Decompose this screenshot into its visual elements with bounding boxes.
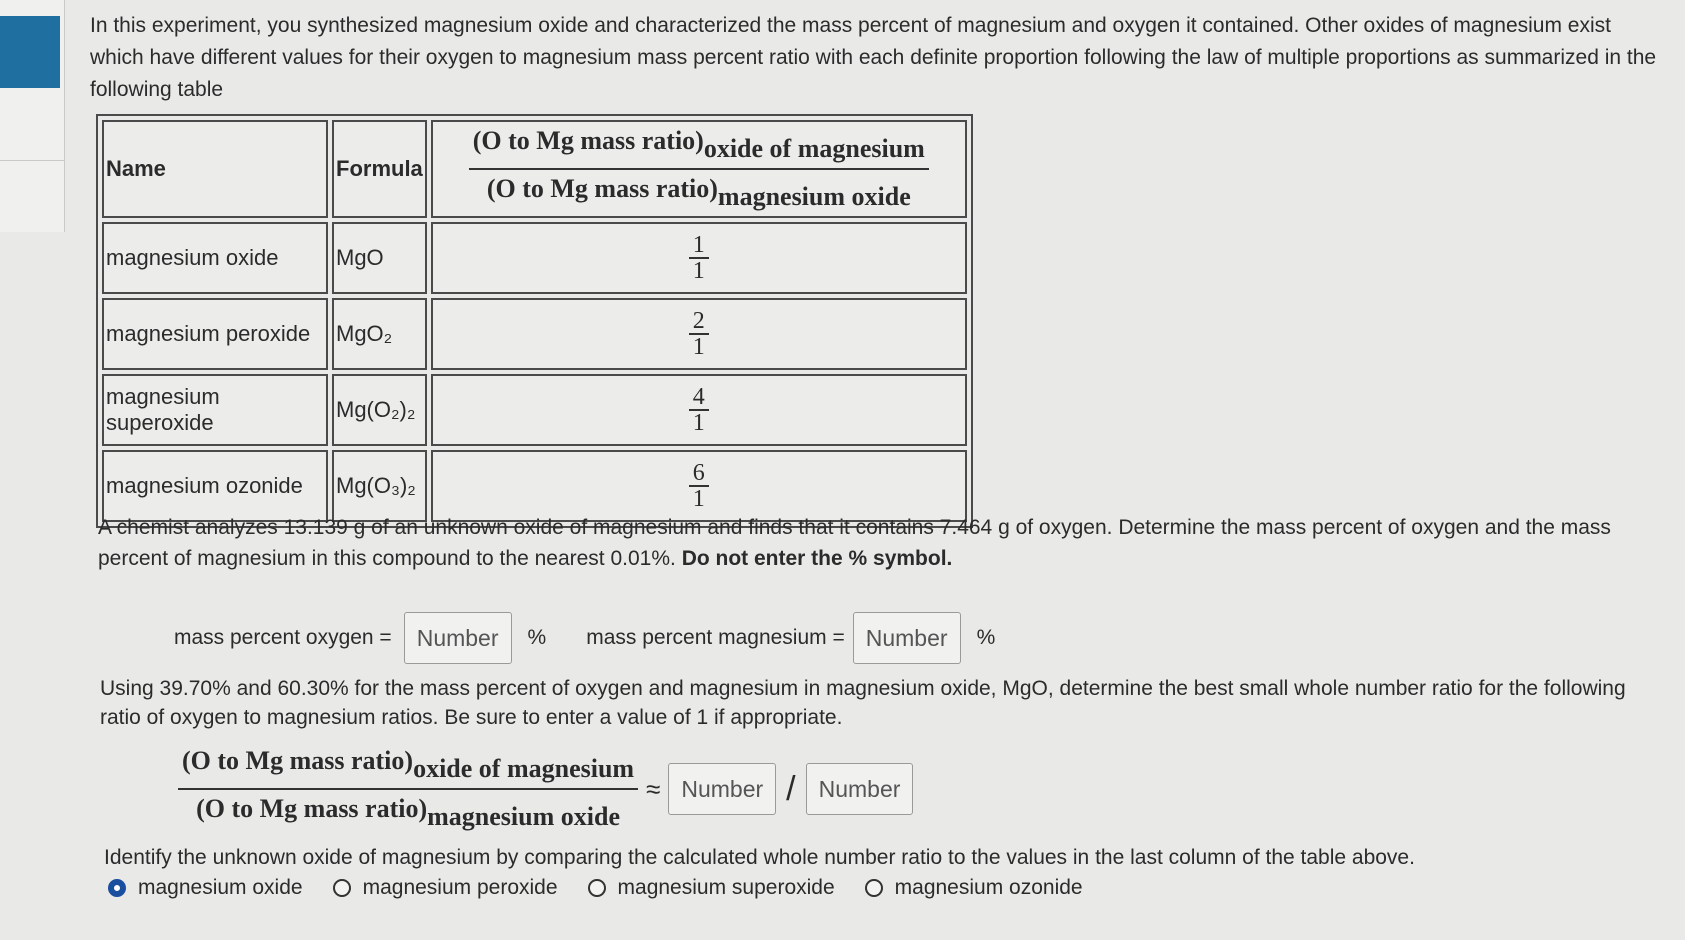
cell-formula: Mg(O₂)₂	[332, 374, 427, 446]
cell-name: magnesium peroxide	[102, 298, 328, 370]
radio-icon[interactable]	[865, 879, 883, 897]
option-magnesium-ozonide[interactable]: magnesium ozonide	[865, 876, 1083, 900]
question2-text: Using 39.70% and 60.30% for the mass percent of oxygen and magnesium in magnesium oxide, MgO, determine the best small whole number ratio for the following ratio of oxygen to magnesium ratios. Be sure to enter a value of 1 if appropriate.	[100, 677, 1626, 729]
cell-ratio: $\frac{1}{1}$	[431, 222, 967, 294]
cell-formula: MgO	[332, 222, 427, 294]
cell-ratio: $\frac{4}{1}$	[431, 374, 967, 446]
cell-name: magnesium superoxide	[102, 374, 328, 446]
ratio-numerator-input[interactable]: Number	[668, 763, 776, 815]
table-row	[102, 222, 967, 294]
intro-text: In this experiment, you synthesized magnesium oxide and characterized the mass percent of magnesium and oxygen it contained. Other oxides of magnesium exist which have different values for their oxygen to magnesium mass percent ratio with each definite proportion following the law of multiple proportions as summarized in the following table	[90, 14, 1657, 101]
header-formula: Formula	[332, 120, 427, 218]
radio-selected-icon[interactable]	[108, 879, 126, 897]
magnesium-label: mass percent magnesium =	[586, 626, 845, 649]
option-magnesium-superoxide[interactable]: magnesium superoxide	[588, 876, 835, 900]
mass-percent-row	[174, 612, 995, 664]
cell-name: magnesium ozonide	[102, 450, 328, 522]
sidebar-divider	[0, 160, 64, 161]
cell-ratio: $\frac{2}{1}$	[431, 298, 967, 370]
ratio-fraction: $\frac{\text{(O to Mg mass ratio)oxide of magnesium}}{\text{(O to Mg mass ratio)magnesium oxide}}$	[178, 742, 638, 836]
table-row	[102, 374, 967, 446]
cell-name: magnesium oxide	[102, 222, 328, 294]
oxygen-unit: %	[527, 626, 547, 649]
oxygen-percent-input[interactable]: Number	[404, 612, 512, 664]
radio-icon[interactable]	[333, 879, 351, 897]
ratio-denominator-input[interactable]: Number	[806, 763, 914, 815]
question1-text: A chemist analyzes 13.139 g of an unknown oxide of magnesium and finds that it contains 7.464 g of oxygen. Determine the mass percent of oxygen and the mass percent of magnesium in this compound to the nearest 0.01%. Do not enter the % symbol.	[98, 516, 1611, 570]
cell-formula: Mg(O₃)₂	[332, 450, 427, 522]
table-row	[102, 298, 967, 370]
magnesium-percent-input[interactable]: Number	[853, 612, 961, 664]
header-name: Name	[102, 120, 328, 218]
oxides-table	[96, 114, 973, 528]
ratio-row	[178, 742, 913, 836]
radio-icon[interactable]	[588, 879, 606, 897]
cell-formula: MgO₂	[332, 298, 427, 370]
ratio-slash: /	[786, 769, 796, 808]
question-content	[90, 10, 1665, 106]
cell-ratio: $\frac{6}{1}$	[431, 450, 967, 522]
table-header-row	[102, 120, 967, 218]
header-ratio	[431, 120, 967, 218]
option-magnesium-oxide[interactable]: magnesium oxide	[108, 876, 303, 900]
option-magnesium-peroxide[interactable]: magnesium peroxide	[333, 876, 558, 900]
oxygen-label: mass percent oxygen =	[174, 626, 392, 649]
header-ratio-fraction: $\frac{\text{(O to Mg mass ratio)oxide of magnesium}}{\text{(O to Mg mass ratio)magnesium oxide}}$	[469, 122, 929, 216]
oxide-options	[108, 876, 1113, 900]
sidebar-active-tab[interactable]	[0, 16, 60, 88]
approx-symbol: ≈	[646, 773, 661, 804]
question3-text: Identify the unknown oxide of magnesium by comparing the calculated whole number ratio to the values in the last column of the table above.	[104, 846, 1415, 869]
magnesium-unit: %	[976, 626, 996, 649]
